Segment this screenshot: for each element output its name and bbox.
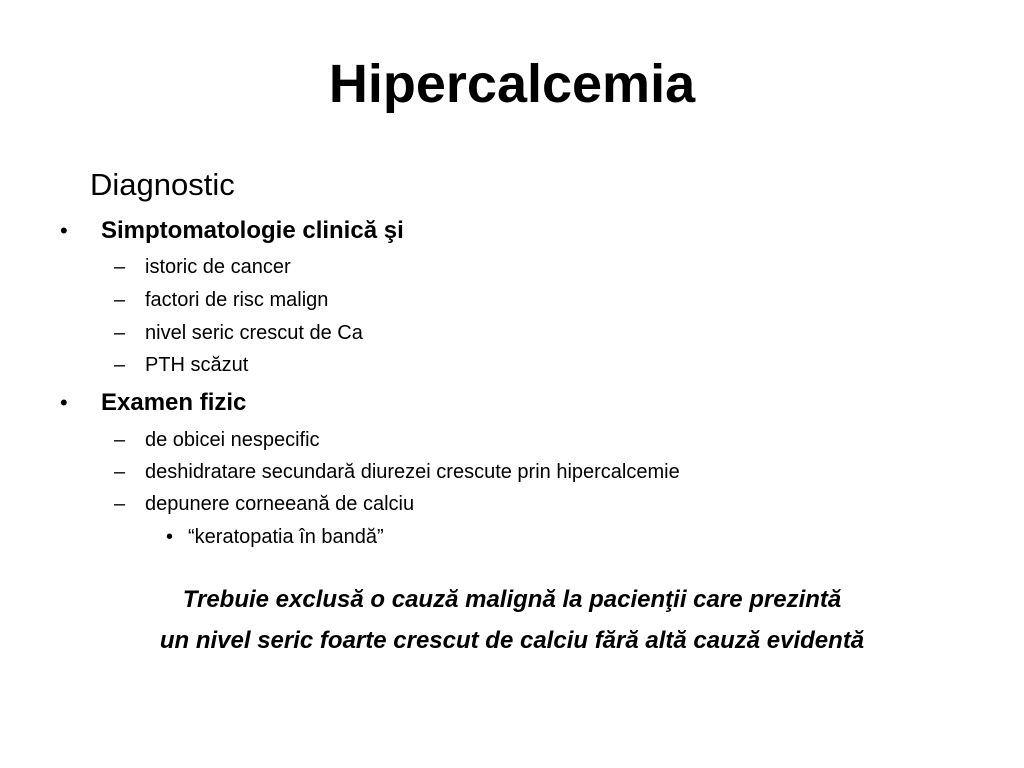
list-item-text: factori de risc malign — [145, 289, 329, 311]
list-item-text: depunere corneeană de calciu — [145, 493, 415, 515]
dash-icon: – — [114, 289, 126, 311]
list-item-text: deshidratare secundară diurezei crescute prin hipercalcemie — [145, 461, 680, 483]
list-item-text: PTH scăzut — [145, 354, 249, 376]
dash-icon: – — [114, 256, 126, 278]
section-heading: Diagnostic — [90, 167, 235, 202]
dash-icon: – — [114, 461, 126, 483]
dash-icon: – — [114, 354, 126, 376]
list-item-text: nivel seric crescut de Ca — [145, 322, 363, 344]
bullet-icon: • — [60, 218, 68, 243]
sub-list-item-text: “keratopatia în bandă” — [188, 526, 384, 548]
note-line-2: un nivel seric foarte crescut de calciu fără altă cauză evidentă — [159, 627, 865, 654]
dash-icon: – — [114, 493, 126, 515]
list-item-text: istoric de cancer — [145, 256, 291, 278]
slide-title: Hipercalcemia — [328, 54, 696, 114]
dash-icon: – — [114, 322, 126, 344]
note-line-1: Trebuie exclusă o cauză malignă la pacienţii care prezintă — [182, 586, 842, 613]
list-item-text: de obicei nespecific — [145, 429, 320, 451]
dash-icon: – — [114, 429, 126, 451]
bullet-icon: • — [60, 390, 68, 415]
bullet-label: Examen fizic — [101, 389, 247, 416]
bullet-label: Simptomatologie clinică şi — [101, 217, 404, 244]
bullet-icon: • — [166, 526, 174, 548]
